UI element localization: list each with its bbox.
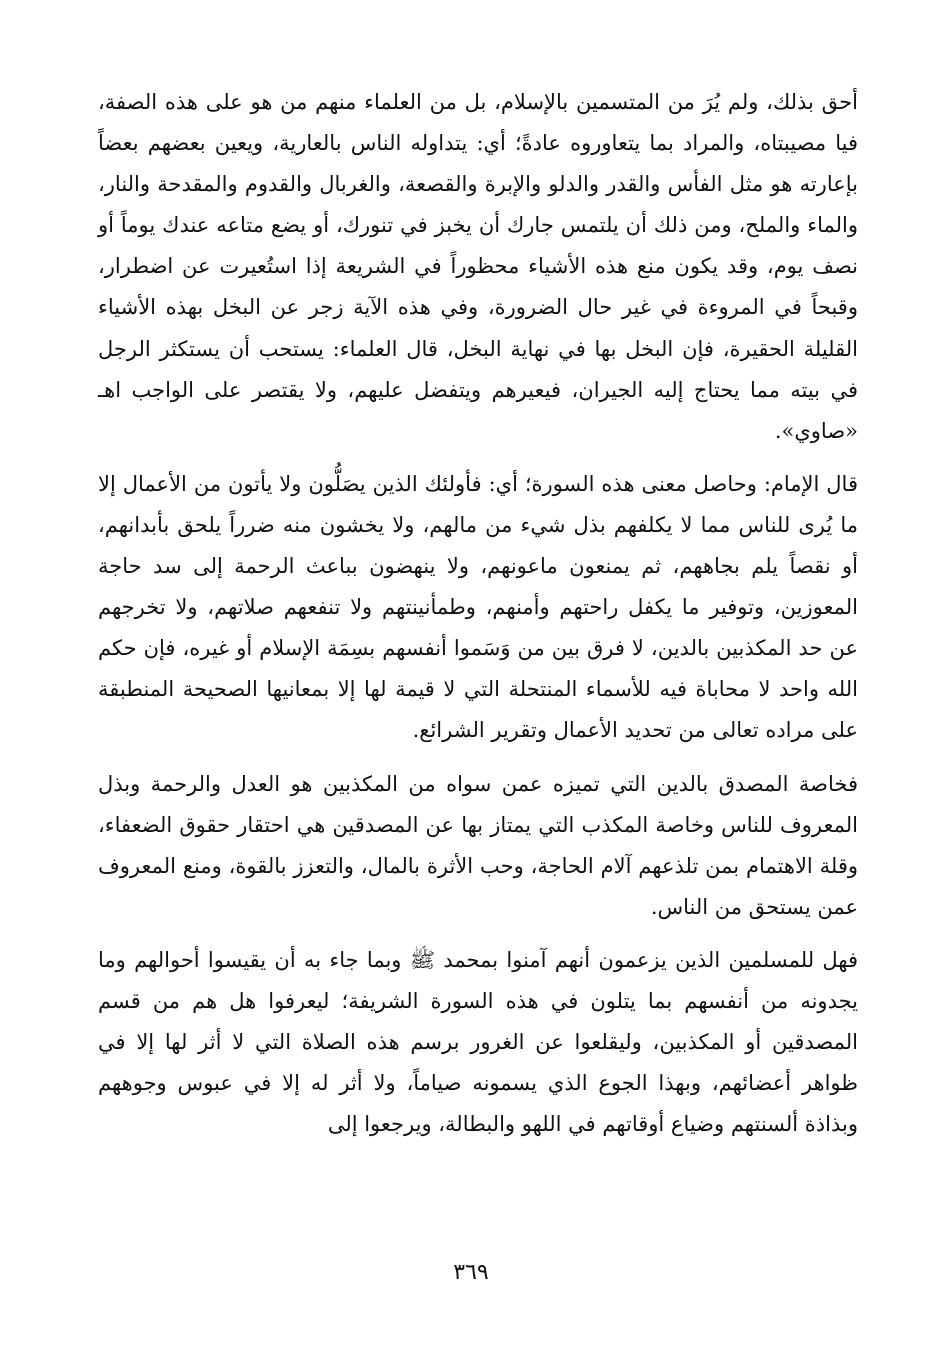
paragraph-4: فهل للمسلمين الذين يزعمون أنهم آمنوا بمحمد ﷺ وبما جاء به أن يقيسوا أحوالهم وما يجدونه من أنفسهم بما يتلون في هذه السورة الشريفة؛ ليعرفوا هل هم من قسم المصدقين أو المكذبين، وليقلعوا عن الغرور برسم هذه الصلاة التي لا أثر لها إلا في ظواهر أعضائهم، وبهذا الجوع الذي يسمونه صياماً، ولا أثر له إلا في عبوس وجوههم وبذاذة ألسنتهم وضياع أوقاتهم في اللهو والبطالة، ويرجعوا إلى bbox=[98, 947, 858, 1137]
page-body bbox=[98, 82, 858, 1145]
page-number: ٣٦٩ bbox=[453, 1260, 489, 1285]
paragraph-1: أحق بذلك، ولم يُرَ من المتسمين بالإسلام، بل من العلماء منهم من هو على هذه الصفة، فيا مصيبتاه، والمراد بما يتعاوروه عادةً؛ أي: يتداوله الناس بالعارية، ويعين بعضهم بعضاً بإعارته هو مثل الفأس والقدر والدلو والإبرة والقصعة، والغربال والقدوم والمقدحة والنار، والماء والملح، ومن ذلك أن يلتمس جارك أن يخبز في تنورك، أو يضع متاعه عندك يوماً أو نصف يوم، وقد يكون منع هذه الأشياء محظوراً في الشريعة إذا استُعيرت عن اضطرار، وقبحاً في المروءة في غير حال الضرورة، وفي هذه الآية زجر عن البخل بهذه الأشياء القليلة الحقيرة، فإن البخل بها في نهاية البخل، قال العلماء: يستحب أن يستكثر الرجل في بيته مما يحتاج إليه الجيران، فيعيرهم ويتفضل عليهم، ولا يقتصر على الواجب اهـ «صاوي». bbox=[98, 90, 858, 443]
paragraph-3: فخاصة المصدق بالدين التي تميزه عمن سواه من المكذبين هو العدل والرحمة وبذل المعروف للناس وخاصة المكذب التي يمتاز بها عن المصدقين هي احتقار حقوق الضعفاء، وقلة الاهتمام بمن تلذعهم آلام الحاجة، وحب الأثرة بالمال، والتعزز بالقوة، ومنع المعروف عمن يستحق من الناس. bbox=[98, 771, 858, 919]
paragraph-2: قال الإمام: وحاصل معنى هذه السورة؛ أي: فأولئك الذين يصَلُّون ولا يأتون من الأعمال إلا ما يُرى للناس مما لا يكلفهم بذل شيء من مالهم، ولا يخشون منه ضرراً يلحق بأبدانهم، أو نقصاً يلم بجاههم، ثم يمنعون ماعونهم، ولا ينهضون بباعث الرحمة إلى سد حاجة المعوزين، وتوفير ما يكفل راحتهم وأمنهم، وطمأنينتهم ولا تنفعهم صلاتهم، ولا تخرجهم عن حد المكذبين بالدين، لا فرق بين من وَسَموا أنفسهم بسِمَة الإسلام أو غيره، فإن حكم الله واحد لا محاباة فيه للأسماء المنتحلة التي لا قيمة لها إلا بمعانيها الصحيحة المنطبقة على مراده تعالى من تحديد الأعمال وتقرير الشرائع. bbox=[98, 471, 858, 743]
